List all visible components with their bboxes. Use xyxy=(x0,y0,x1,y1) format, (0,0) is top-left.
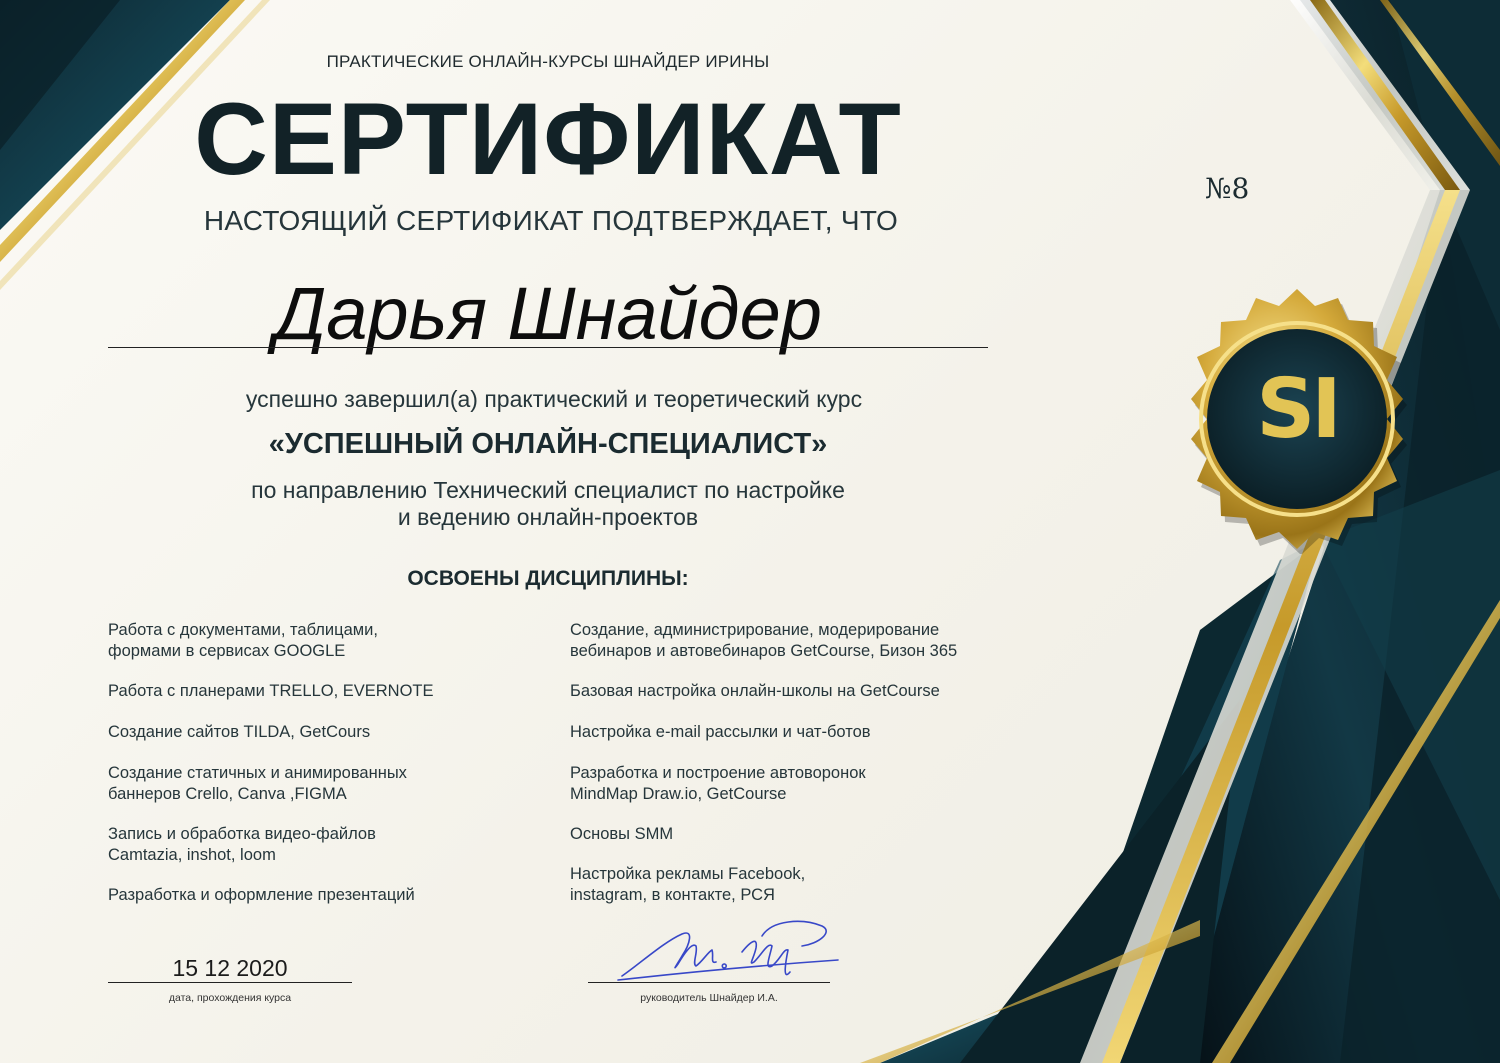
discipline-line: Camtazia, inshot, loom xyxy=(108,845,276,864)
discipline-item xyxy=(570,864,805,905)
discipline-line: Разработка и оформление презентаций xyxy=(108,886,415,904)
discipline-item xyxy=(108,763,407,804)
discipline-line: баннеров Crello, Canva ,FIGMA xyxy=(108,784,347,803)
discipline-line: Разработка и построение автоворонок xyxy=(570,764,866,782)
discipline-line: Работа с планерами TRELLO, EVERNOTE xyxy=(108,682,434,700)
discipline-line: Запись и обработка видео-файлов xyxy=(108,825,376,843)
date-caption: дата, прохождения курса xyxy=(168,992,292,1004)
discipline-line: Базовая настройка онлайн-школы на GetCourse xyxy=(570,682,940,700)
direction-line-2: и ведению онлайн-проектов xyxy=(397,504,699,530)
discipline-item xyxy=(108,620,378,661)
discipline-item xyxy=(108,824,376,865)
discipline-item xyxy=(570,620,957,661)
recipient-name: Дарья Шнайдер xyxy=(274,272,822,355)
completion-date: 15 12 2020 xyxy=(172,955,288,981)
seal-monogram: SI xyxy=(1256,362,1338,457)
discipline-line: Создание сайтов TILDA, GetCours xyxy=(108,723,371,741)
signer-caption: руководитель Шнайдер И.А. xyxy=(640,992,778,1004)
discipline-item xyxy=(570,824,673,845)
discipline-item xyxy=(570,763,866,804)
discipline-item xyxy=(570,681,940,702)
discipline-line: Настройка e-mail рассылки и чат-ботов xyxy=(570,723,871,741)
direction-line-1: по направлению Технический специалист по настройке xyxy=(251,477,845,503)
discipline-line: Создание, администрирование, модерирование xyxy=(570,621,940,639)
discipline-line: формами в сервисах GOOGLE xyxy=(108,641,346,660)
disciplines-heading: ОСВОЕНЫ ДИСЦИПЛИНЫ: xyxy=(407,567,689,590)
certificate-number: №8 xyxy=(1205,172,1250,205)
discipline-item xyxy=(570,722,871,743)
discipline-line: вебинаров и автовебинаров GetCourse, Бизон 365 xyxy=(570,641,958,660)
discipline-line: Настройка рекламы Facebook, xyxy=(570,865,806,883)
date-underline xyxy=(108,982,352,983)
discipline-line: instagram, в контакте, РСЯ xyxy=(570,885,775,904)
discipline-item xyxy=(108,681,434,702)
discipline-line: Основы SMM xyxy=(570,825,674,843)
course-direction xyxy=(0,477,1096,531)
certificate-header: ПРАКТИЧЕСКИЕ ОНЛАЙН-КУРСЫ ШНАЙДЕР ИРИНЫ xyxy=(326,52,770,71)
completed-text: успешно завершил(а) практический и теоретический курс xyxy=(245,386,863,412)
discipline-line: MindMap Draw.io, GetCourse xyxy=(570,784,787,803)
discipline-line: Работа с документами, таблицами, xyxy=(108,621,378,639)
name-underline xyxy=(108,347,988,348)
certificate-title: СЕРТИФИКАТ xyxy=(194,82,902,196)
confirm-text: НАСТОЯЩИЙ СЕРТИФИКАТ ПОДТВЕРЖДАЕТ, ЧТО xyxy=(203,205,899,236)
discipline-line: Создание статичных и анимированных xyxy=(108,764,407,782)
signature-underline xyxy=(588,982,830,983)
discipline-item xyxy=(108,722,370,743)
course-title: «УСПЕШНЫЙ ОНЛАЙН-СПЕЦИАЛИСТ» xyxy=(268,428,828,460)
discipline-item xyxy=(108,885,415,906)
